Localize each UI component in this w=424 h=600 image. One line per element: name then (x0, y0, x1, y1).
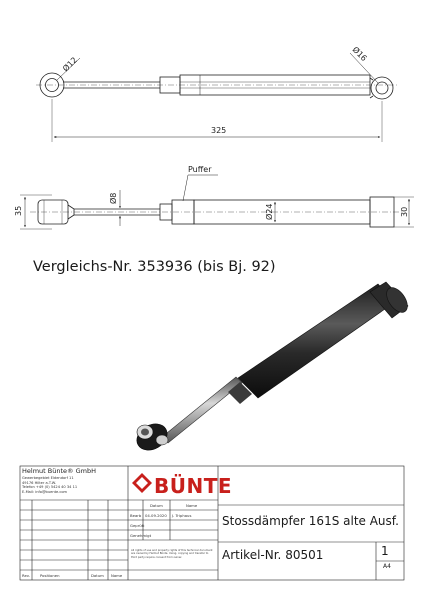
address-line: 49176 Hilter a.T.W. (22, 480, 57, 485)
dim-right-diameter: Ø16 (350, 45, 369, 64)
bottom-date: Datum (91, 573, 104, 578)
sheet-size: A4 (383, 563, 391, 570)
row-gepr: Geprüft (130, 523, 145, 528)
bottom-rev: Rev. (22, 573, 30, 578)
dim-height-left: 35 (14, 205, 23, 216)
dim-length: 325 (211, 126, 227, 135)
part-title: Stossdämpfer 161S alte Ausf. (222, 514, 399, 528)
dim-rod-diameter: Ø8 (109, 192, 118, 204)
buffer-label: Puffer (188, 165, 212, 174)
dim-body-diameter: Ø24 (265, 203, 274, 220)
col-datum: Datum (150, 503, 163, 508)
drawn-by: J. Triphaus (172, 513, 192, 518)
dim-left-diameter: Ø12 (61, 55, 80, 74)
logo-text: BÜNTE (154, 474, 233, 498)
side-view (20, 175, 414, 229)
drawing-date: 04.09.2020 (145, 513, 167, 518)
rights-notice: All rights of use and property rights of this technical document are owned by Helmut Bünte. Using, copying and transfer to third party require consent from owner. (131, 549, 213, 559)
buente-logo-icon (132, 473, 152, 493)
company-name: Helmut Bünte® GmbH (22, 467, 96, 475)
row-genehm: Genehmigt (130, 533, 152, 538)
right-eye-outer (371, 77, 393, 99)
address-line: Telefon +49 (0) 5424 40 34 11 (22, 485, 78, 490)
right-eye-inner (376, 82, 388, 94)
row-bearb: Bearb (130, 513, 142, 518)
dim-height-right: 30 (400, 206, 409, 217)
bottom-positions: Positionen (40, 573, 60, 578)
comparison-note: Vergleichs-Nr. 353936 (bis Bj. 92) (33, 259, 276, 275)
address-line: E-Mail: info@buente.com (22, 489, 68, 494)
col-name: Name (186, 503, 198, 508)
address-line: Gewerbegebiet Eldendorf 11 (22, 476, 74, 480)
sheet-number: 1 (381, 544, 389, 558)
article-number: Artikel-Nr. 80501 (222, 548, 324, 562)
bottom-name: Name (111, 573, 123, 578)
shock-absorber-render (132, 282, 411, 455)
company-address (22, 476, 77, 494)
